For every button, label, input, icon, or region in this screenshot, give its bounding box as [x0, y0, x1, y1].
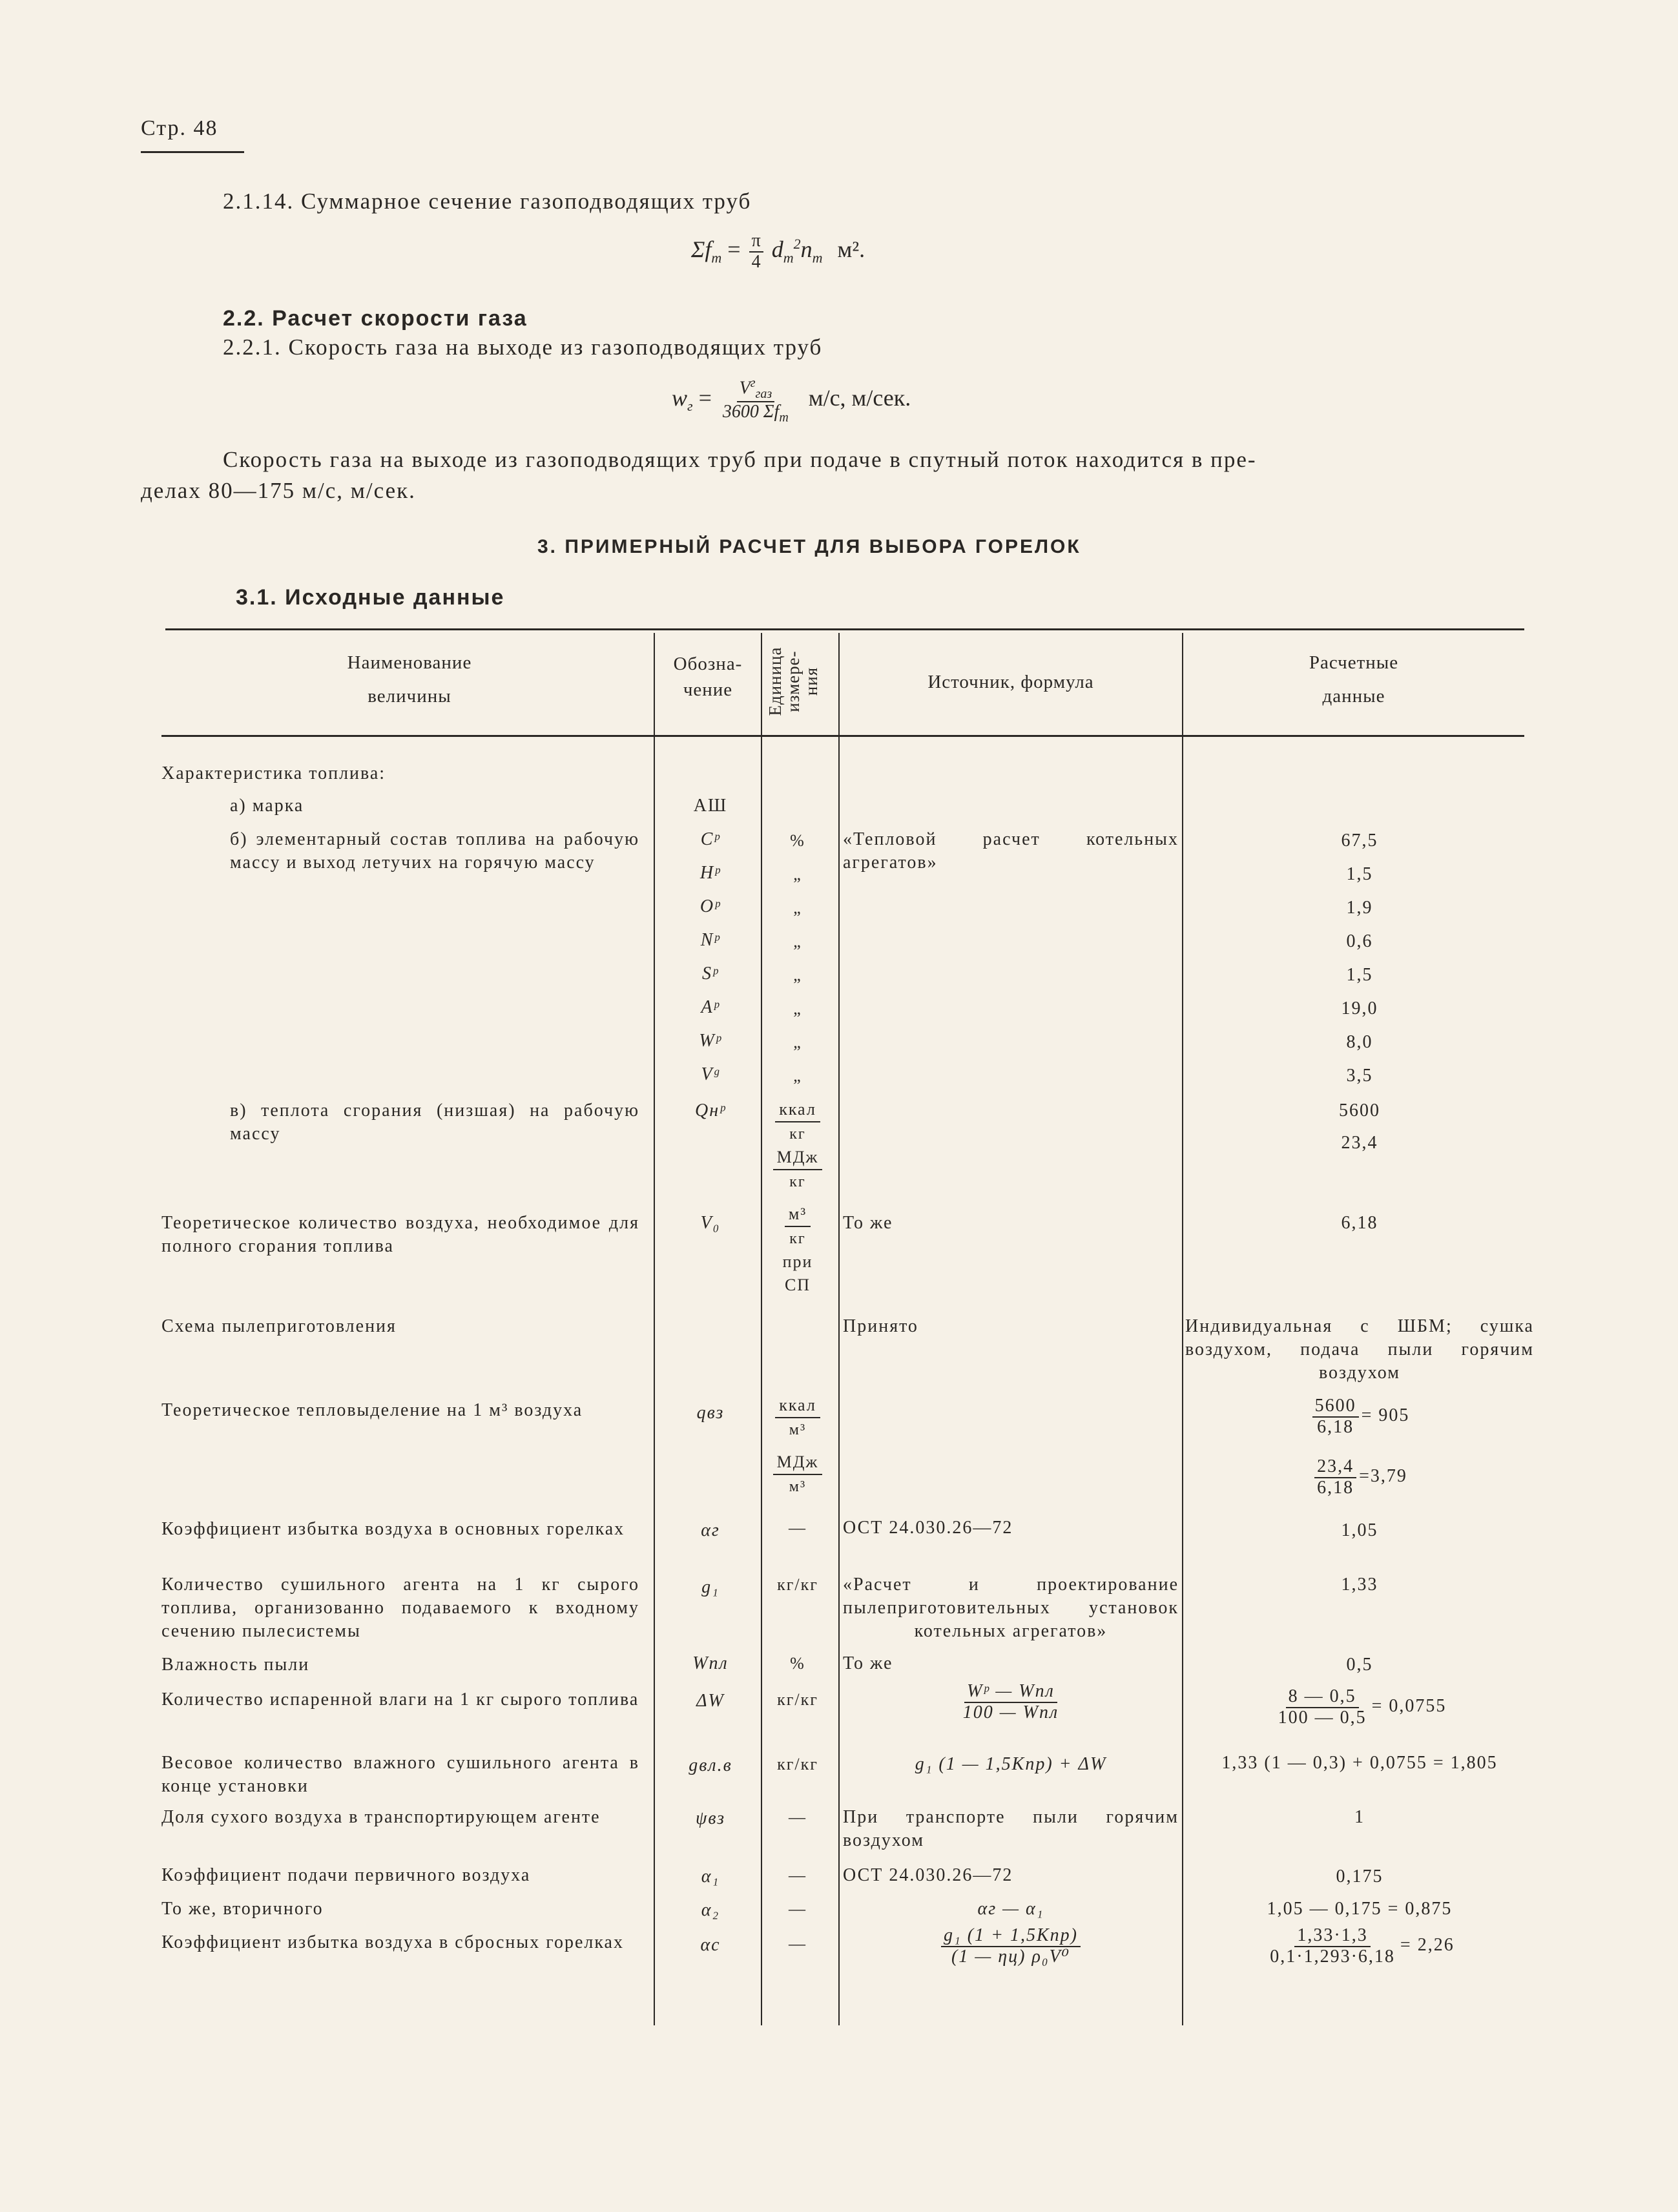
header-unit: Единица измере- ния [765, 646, 821, 716]
dust-moisture-symbol: Wпл [692, 1653, 729, 1673]
table-col-divider-4 [1182, 633, 1183, 2025]
wet-agent-formula: g₁ (1 — 1,5Kпр) + ΔW [915, 1754, 1107, 1774]
theoretical-air-value: 6,18 [1341, 1213, 1378, 1233]
primary-air-source: ОСТ 24.030.26—72 [843, 1865, 1013, 1885]
secondary-air-label: То же, вторичного [161, 1899, 324, 1919]
excess-air-discharge-unit: — [789, 1934, 807, 1953]
heat-release-symbol: qвз [696, 1403, 725, 1423]
drying-agent-value: 1,33 [1341, 1575, 1378, 1595]
excess-air-main-symbol: αг [701, 1520, 720, 1540]
fuel-composition-source: «Тепловой расчет котельных агрегатов» [843, 829, 1179, 873]
excess-air-discharge-value: $\frac{1,33\cdot 1,3}{0,1\cdot 1,293\cdot 6,18}$ = 2,26 [1270, 1925, 1455, 1967]
table-row: Vᵍ [701, 1064, 720, 1084]
drying-agent-unit: кг/кг [777, 1575, 818, 1594]
pulverizing-scheme-label: Схема пылеприготовления [161, 1316, 397, 1336]
dry-air-share-label: Доля сухого воздуха в транспортирующем агенте [161, 1807, 601, 1827]
table-col-divider-1 [654, 633, 655, 2025]
table-row: „ [793, 1033, 802, 1051]
pulverizing-scheme-value: Индивидуальная с ШБМ; сушка воздухом, подача пыли горячим воздухом [1185, 1316, 1534, 1383]
table-row: 67,5 [1341, 831, 1378, 851]
dry-air-share-source: При транспорте пыли горячим воздухом [843, 1807, 1179, 1850]
theoretical-air-symbol: V₀ [700, 1213, 721, 1233]
secondary-air-symbol: α₂ [701, 1900, 720, 1920]
heat-release-label: Теоретическое тепловыделение на 1 м³ воздуха [161, 1400, 583, 1420]
wet-agent-label: Весовое количество влажного сушильного агента в конце установки [161, 1753, 639, 1796]
theoretical-air-unit: $\frac{\text{м³}}{кг}$ при СП [762, 1203, 833, 1297]
page-number: Стр. 48 [141, 116, 218, 140]
dust-moisture-source: То же [843, 1653, 893, 1673]
table-row: 19,0 [1341, 998, 1378, 1018]
table-row: % [790, 831, 805, 850]
table-row: Oᵖ [699, 896, 721, 916]
table-row: 1,5 [1346, 965, 1373, 985]
excess-air-discharge-symbol: αс [700, 1935, 721, 1955]
table-row: Hᵖ [699, 863, 721, 883]
primary-air-unit: — [789, 1866, 807, 1885]
excess-air-main-source: ОСТ 24.030.26—72 [843, 1518, 1013, 1538]
heat-release-value-kcal: $\frac{5600}{6,18}$ = 905 [1185, 1396, 1534, 1438]
dust-moisture-unit: % [790, 1654, 805, 1673]
excess-air-discharge-label: Коэффициент избытка воздуха в сбросных горелках [161, 1932, 624, 1952]
table-row: Wᵖ [699, 1031, 722, 1051]
primary-air-symbol: α₁ [701, 1866, 720, 1886]
heat-release-value-mj: $\frac{23,4}{6,18}$ =3,79 [1185, 1457, 1534, 1498]
excess-air-main-unit: — [789, 1518, 807, 1537]
evaporated-moisture-value: $\frac{8 — 0,5}{100 — 0,5}$ = 0,0755 [1278, 1686, 1447, 1728]
formula-gas-velocity: $w_г$ = $\frac{V^г_{газ}}{3600 \Sigma f_т}$ м/с, м/сек. [672, 376, 911, 425]
drying-agent-label: Количество сушильного агента на 1 кг сырого топлива, организованно подаваемого к входному сечению пылесистемы [161, 1575, 639, 1641]
evaporated-moisture-label: Количество испаренной влаги на 1 кг сырого топлива [161, 1690, 639, 1710]
theoretical-air-source: То же [843, 1213, 893, 1233]
dust-moisture-label: Влажность пыли [161, 1655, 310, 1675]
pulverizing-scheme-source: Принято [843, 1316, 918, 1336]
table-row: Сᵖ [700, 829, 721, 849]
fuel-title: Характеристика топлива: [161, 763, 386, 783]
table-row: 3,5 [1346, 1066, 1373, 1086]
section-2-1-14-text: 2.1.14. Суммарное сечение газоподводящих труб [223, 189, 752, 214]
header-source: Источник, формула [927, 672, 1094, 692]
table-row: 0,6 [1346, 931, 1373, 951]
drying-agent-source: «Расчет и проектирование пылеприготовительных установок котельных агрегатов» [843, 1575, 1179, 1641]
table-row: 1,9 [1346, 898, 1373, 918]
paragraph-line-2: делах 80—175 м/с, м/сек. [141, 478, 416, 503]
dry-air-share-symbol: ψвз [695, 1808, 726, 1828]
header-symbol: Обозна- чение [673, 654, 743, 700]
dry-air-share-unit: — [789, 1808, 807, 1826]
fuel-grade-value: АШ [693, 796, 728, 816]
page-number-underline [141, 151, 244, 153]
heating-value-mj: 23,4 [1341, 1133, 1378, 1153]
evaporated-moisture-formula: $\frac{\text{Wᵖ — Wпл}}{\text{100 — Wпл}}$ [962, 1681, 1059, 1722]
secondary-air-value: 1,05 — 0,175 = 0,875 [1267, 1899, 1453, 1919]
primary-air-label: Коэффициент подачи первичного воздуха [161, 1865, 531, 1885]
dry-air-share-value: 1 [1354, 1807, 1365, 1827]
evaporated-moisture-symbol: ΔW [696, 1691, 725, 1711]
heating-value-unit: $\frac{\text{ккал}}{кг}$ $\frac{\text{МДж}}{кг}$ [762, 1098, 833, 1194]
table-row: „ [793, 932, 802, 951]
table-row: „ [793, 966, 802, 984]
table-row: „ [793, 999, 802, 1018]
section-3-1-heading: 3.1. Исходные данные [236, 585, 505, 610]
header-name: Наименование величины [347, 652, 472, 707]
dust-moisture-value: 0,5 [1346, 1655, 1373, 1675]
primary-air-value: 0,175 [1336, 1866, 1383, 1886]
heating-value-kcal: 5600 [1339, 1101, 1380, 1121]
fuel-grade-label: а) марка [230, 796, 304, 816]
header-values: Расчетные данные [1309, 652, 1399, 707]
paragraph-line-1: Скорость газа на выходе из газоподводящих труб при подаче в спутный поток находится в пре- [223, 447, 1257, 472]
table-row: 1,5 [1346, 864, 1373, 884]
table-row: „ [793, 865, 802, 884]
secondary-air-formula: αг — α₁ [977, 1899, 1044, 1919]
section-2-2-heading: 2.2. Расчет скорости газа [223, 306, 528, 331]
table-col-divider-3 [838, 633, 840, 2025]
table-row: 8,0 [1346, 1032, 1373, 1052]
wet-agent-value: 1,33 (1 — 0,3) + 0,0755 = 1,805 [1221, 1753, 1498, 1773]
table-row: Nᵖ [700, 930, 721, 950]
excess-air-main-label: Коэффициент избытка воздуха в основных горелках [161, 1519, 625, 1539]
secondary-air-unit: — [789, 1899, 807, 1918]
table-top-rule [165, 628, 1524, 630]
heating-value-label: в) теплота сгорания (низшая) на рабочую массу [230, 1101, 639, 1144]
table-row: „ [793, 1066, 802, 1085]
heat-release-unit: $\frac{\text{ккал}}{\text{м³}}$ $\frac{\text{МДж}}{\text{м³}}$ [762, 1394, 833, 1498]
evaporated-moisture-unit: кг/кг [777, 1690, 818, 1709]
table-row: Aᵖ [701, 997, 720, 1017]
table-row: Sᵖ [702, 964, 719, 984]
excess-air-discharge-formula: $\frac{\text{g₁ (1 + 1,5Kпр)}}{\text{(1 — ηц) ρ₀V⁰}}$ [843, 1926, 1179, 1967]
fuel-composition-label: б) элементарный состав топлива на рабочую массу и выход летучих на горячую массу [230, 829, 639, 873]
heating-value-symbol: Qнᵖ [694, 1101, 727, 1121]
chapter-3-heading: 3. ПРИМЕРНЫЙ РАСЧЕТ ДЛЯ ВЫБОРА ГОРЕЛОК [537, 536, 1081, 557]
wet-agent-symbol: gвл.в [689, 1755, 732, 1775]
drying-agent-symbol: g₁ [701, 1577, 720, 1597]
table-header-rule [161, 735, 1524, 737]
formula-sum-section: $\Sigma f_т$ = $\frac{\pi}{4}$ $d_т^2n_т$ м². [691, 231, 865, 272]
excess-air-main-value: 1,05 [1341, 1520, 1378, 1540]
theoretical-air-label: Теоретическое количество воздуха, необходимое для полного сгорания топлива [161, 1213, 639, 1256]
wet-agent-unit: кг/кг [777, 1755, 818, 1773]
table-row: „ [793, 898, 802, 917]
section-2-2-1-text: 2.2.1. Скорость газа на выходе из газоподводящих труб [223, 335, 823, 360]
